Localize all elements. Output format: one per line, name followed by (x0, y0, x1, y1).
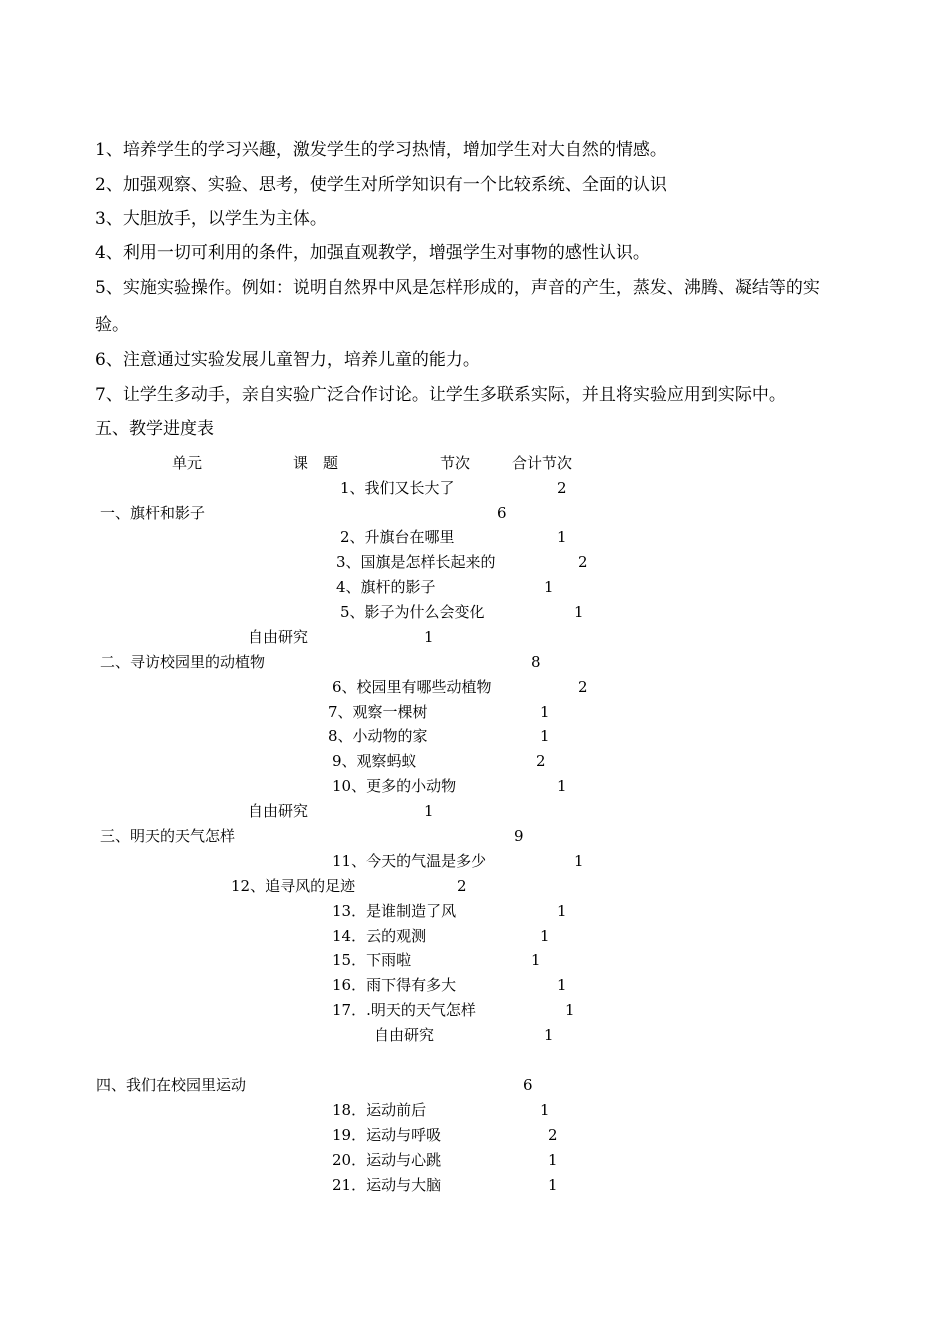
lesson-title: 2、升旗台在哪里 (340, 528, 455, 546)
lesson-title: 3、国旗是怎样长起来的 (336, 553, 496, 571)
lesson-count: 2 (578, 553, 588, 571)
lesson-count: 1 (574, 852, 584, 870)
lesson-count: 1 (557, 777, 567, 795)
unit-name: 三、明天的天气怎样 (100, 827, 236, 845)
lesson-count: 1 (557, 528, 567, 546)
lesson-title: 20．运动与心跳 (332, 1151, 442, 1169)
lesson-count: 1 (540, 727, 550, 745)
lesson-title: 19．运动与呼吸 (332, 1126, 442, 1144)
lesson-title: 21．运动与大脑 (332, 1176, 442, 1194)
lesson-title: 11、今天的气温是多少 (332, 852, 487, 870)
header-topic: 课 题 (293, 454, 339, 472)
lesson-count: 1 (544, 578, 554, 596)
goal-1: 1、培养学生的学习兴趣，激发学生的学习热情，增加学生对大自然的情感。 (95, 140, 667, 160)
lesson-count: 1 (540, 927, 550, 945)
goal-3: 3、大胆放手，以学生为主体。 (95, 209, 327, 229)
header-unit: 单元 (172, 454, 203, 472)
lesson-count: 2 (536, 752, 546, 770)
lesson-count: 1 (544, 1026, 554, 1044)
lesson-count: 2 (557, 479, 567, 497)
lesson-count: 1 (548, 1151, 558, 1169)
unit-total: 9 (514, 827, 524, 845)
lesson-count: 1 (557, 976, 567, 994)
unit-total: 6 (523, 1076, 533, 1094)
lesson-title: 7、观察一棵树 (328, 703, 428, 721)
section-heading: 五、教学进度表 (95, 419, 214, 439)
unit-name: 二、寻访校园里的动植物 (100, 653, 266, 671)
lesson-count: 1 (424, 628, 434, 646)
lesson-title: 8、小动物的家 (328, 727, 428, 745)
lesson-title: 6、校园里有哪些动植物 (332, 678, 492, 696)
lesson-count: 2 (578, 678, 588, 696)
unit-name: 四、我们在校园里运动 (96, 1076, 247, 1094)
lesson-count: 1 (540, 1101, 550, 1119)
lesson-title: 14．云的观测 (332, 927, 427, 945)
lesson-title: 4、旗杆的影子 (336, 578, 436, 596)
lesson-title: 17．.明天的天气怎样 (332, 1001, 476, 1019)
lesson-count: 1 (531, 951, 541, 969)
lesson-title: 9、观察蚂蚁 (332, 752, 417, 770)
goal-5: 5、实施实验操作。例如：说明自然界中风是怎样形成的，声音的产生，蒸发、沸腾、凝结等的实 (95, 278, 820, 298)
lesson-title: 13．是谁制造了风 (332, 902, 457, 920)
header-periods: 节次 (440, 454, 471, 472)
lesson-count: 1 (557, 902, 567, 920)
goal-6: 6、注意通过实验发展儿童智力，培养儿童的能力。 (95, 350, 480, 370)
lesson-title: 10、更多的小动物 (332, 777, 457, 795)
lesson-count: 1 (424, 802, 434, 820)
goal-7: 7、让学生多动手，亲自实验广泛合作讨论。让学生多联系实际，并且将实验应用到实际中。 (95, 385, 786, 405)
lesson-title: 12、追寻风的足迹 (231, 877, 356, 895)
lesson-count: 1 (540, 703, 550, 721)
lesson-count: 1 (548, 1176, 558, 1194)
lesson-title: 自由研究 (248, 628, 309, 646)
unit-total: 8 (531, 653, 541, 671)
lesson-title: 5、影子为什么会变化 (340, 603, 485, 621)
lesson-title: 18．运动前后 (332, 1101, 427, 1119)
goal-5-cont: 验。 (95, 315, 129, 335)
lesson-title: 16．雨下得有多大 (332, 976, 457, 994)
lesson-title: 自由研究 (374, 1026, 435, 1044)
lesson-count: 2 (548, 1126, 558, 1144)
lesson-count: 2 (457, 877, 467, 895)
goal-2: 2、加强观察、实验、思考，使学生对所学知识有一个比较系统、全面的认识 (95, 175, 667, 195)
goal-4: 4、利用一切可利用的条件，加强直观教学，增强学生对事物的感性认识。 (95, 243, 650, 263)
lesson-title: 1、我们又长大了 (340, 479, 455, 497)
lesson-title: 15．下雨啦 (332, 951, 412, 969)
unit-total: 6 (497, 504, 507, 522)
lesson-title: 自由研究 (248, 802, 309, 820)
lesson-count: 1 (565, 1001, 575, 1019)
unit-name: 一、旗杆和影子 (100, 504, 206, 522)
header-total: 合计节次 (512, 454, 573, 472)
lesson-count: 1 (574, 603, 584, 621)
